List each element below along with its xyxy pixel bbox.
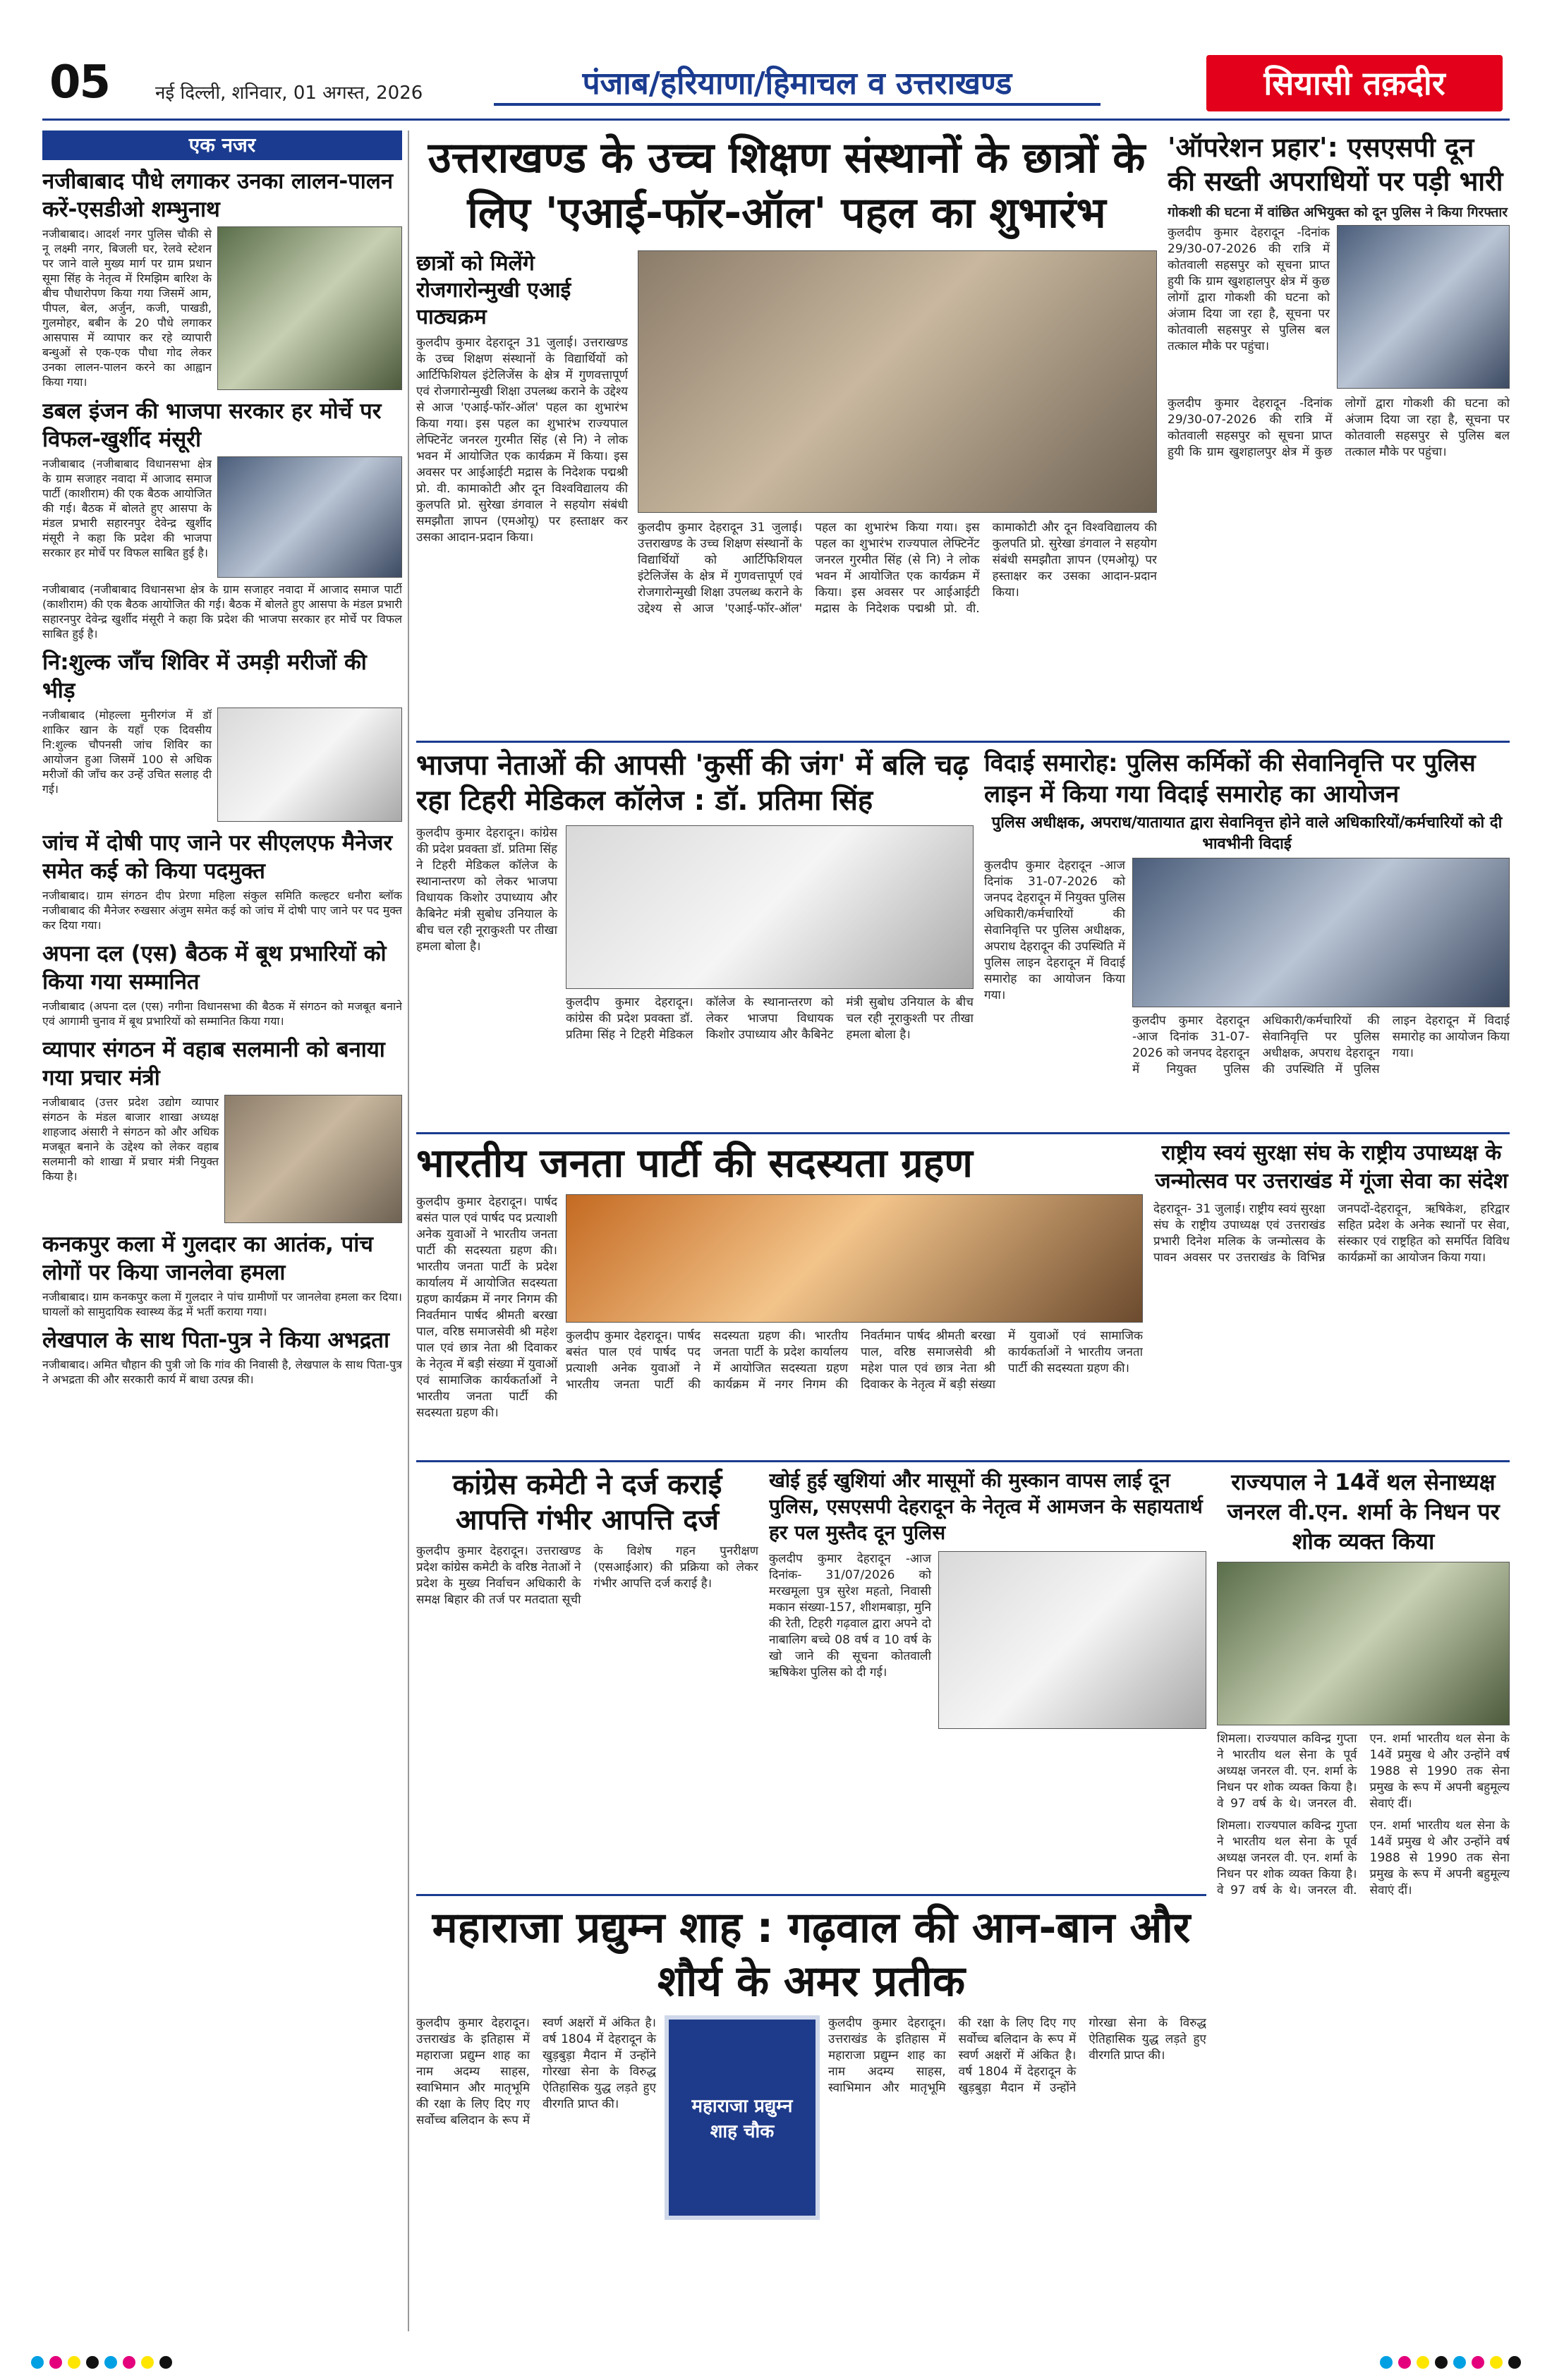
governor-photo <box>1217 1562 1510 1725</box>
print-registration-bar <box>0 2343 1552 2380</box>
color-swatch <box>1453 2356 1466 2369</box>
color-swatch <box>1398 2356 1411 2369</box>
rss-headline: राष्ट्रीय स्वयं सुरक्षा संघ के राष्ट्रीय उपाध्यक्ष के जन्मोत्सव पर उत्तराखंड में गूंजा सेवा का संदेश <box>1155 1141 1508 1194</box>
color-swatch <box>49 2356 62 2369</box>
color-swatch <box>68 2356 80 2369</box>
brief-7 <box>42 1230 402 1319</box>
maharaja-sign: महाराजा प्रद्युम्न शाह चौक <box>665 2015 820 2220</box>
lead-subhead: छात्रों को मिलेंगे रोजगारोन्मुखी एआई पाठ्यक्रम <box>416 251 571 329</box>
bjp-headline: भारतीय जनता पार्टी की सदस्यता ग्रहण <box>416 1141 973 1186</box>
color-swatch <box>86 2356 99 2369</box>
story-congress <box>416 1467 758 1890</box>
farewell-headline: विदाई समारोह: पुलिस कर्मिकों की सेवानिवृत्ति पर पुलिस लाइन में किया गया विदाई समारोह का आयोजन <box>984 749 1476 808</box>
brief-headline: नि:शुल्क जाँच शिविर में उमड़ी मरीजों की भीड़ <box>42 650 367 703</box>
brief-body-extra: नजीबाबाद (नजीबाबाद विधानसभा क्षेत्र के ग्राम सजाहर नवादा में आजाद समाज पार्टी (काशीराम) की एक बैठक आयोजित की गई। बैठक में बोलते हुए आसपा के मंडल प्रभारी सहारनपुर देवेन्द्र खुर्शीद मंसूरी ने कहा कि प्रदेश की भाजपा सरकार हर मोर्चे पर विफल साबित हुई है। <box>42 583 402 640</box>
color-swatch <box>141 2356 154 2369</box>
congress-body: कुलदीप कुमार देहरादून। उत्तराखण्ड प्रदेश कांग्रेस कमेटी के वरिष्ठ नेताओं ने प्रदेश के मुख्य निर्वाचन अधिकारी के समक्ष बिहार की तर्ज पर मतदाता सूची के विशेष गहन पुनरीक्षण (एसआईआर) की प्रक्रिया को लेकर गंभीर आपत्ति दर्ज कराई है। <box>416 1544 758 1607</box>
governor-body: शिमला। राज्यपाल कविन्द्र गुप्ता ने भारतीय थल सेना के पूर्व अध्यक्ष जनरल वी. एन. शर्मा के निधन पर शोक व्यक्त किया है। वे 97 वर्ष के थे। जनरल वी. एन. शर्मा भारतीय थल सेना के 14वें प्रमुख थे और उन्होंने वर्ष 1988 से 1990 तक सेना प्रमुख के रूप में अपनी बहुमूल्य सेवाएं दीं। <box>1217 1732 1510 1811</box>
maharaja-body-continued: कुलदीप कुमार देहरादून। उत्तराखंड के इतिहास में महाराजा प्रद्युम्न शाह का नाम अदम्य साहस, स्वाभिमान और मातृभूमि की रक्षा के लिए दिए गए सर्वोच्च बलिदान के रूप में स्वर्ण अक्षरों में अंकित है। वर्ष 1804 में देहरादून के खुड़बुड़ा मैदान में उन्होंने गोरखा सेना के विरुद्ध ऐतिहासिक युद्ध लड़ते हुए वीरगति प्राप्त की। <box>828 2016 1206 2095</box>
governor-headline: राज्यपाल ने 14वें थल सेनाध्यक्ष जनरल वी.एन. शर्मा के निधन पर शोक व्यक्त किया <box>1227 1469 1500 1555</box>
bjp-body: कुलदीप कुमार देहरादून। पार्षद बसंत पाल एवं पार्षद पद प्रत्याशी अनेक युवाओं ने भारतीय जनता पार्टी की सदस्यता ग्रहण की। भारतीय जनता पार्टी के प्रदेश कार्यालय में आयोजित सदस्यता ग्रहण कार्यक्रम में नगर निगम की निवर्तमान पार्षद श्रीमती बरखा पाल, वरिष्ठ समाजसेवी श्री महेश पाल एवं छात्र नेता श्री दिवाकर के नेतृत्व में बड़ी संख्या में युवाओं एवं सामाजिक कार्यकर्ताओं ने भारतीय जनता पार्टी की सदस्यता ग्रहण की। <box>416 1195 557 1420</box>
farewell-body-continued: कुलदीप कुमार देहरादून -आज दिनांक 31-07-2026 को जनपद देहरादून में नियुक्त पुलिस अधिकारी/कर्मचारियों की सेवानिवृत्ति पर पुलिस अधीक्षक, अपराध देहरादून की उपस्थिति में पुलिस लाइन देहरादून में विदाई समारोह का आयोजन किया गया। <box>1132 1014 1510 1076</box>
section-rule <box>416 741 1510 743</box>
top-rule <box>42 119 1510 121</box>
brief-8 <box>42 1326 402 1387</box>
brief-body: नजीबाबाद (उत्तर प्रदेश उद्योग व्यापार संगठन के मंडल बाजार शाखा अध्यक्ष शाहजाद अंसारी ने संगठन को और अधिक मजबूत बनाने के उद्देश्य को लेकर वहाब सलमानी को शाखा में प्रचार मंत्री नियुक्त किया है। <box>42 1095 219 1183</box>
color-swatch <box>104 2356 117 2369</box>
brief-body: नजीबाबाद (अपना दल (एस) नगीना विधानसभा की बैठक में संगठन को मजबूत बनाने एवं आगामी चुनाव में बूथ प्रभारियों को सम्मानित किया गया। <box>42 1000 402 1028</box>
brief-photo <box>217 456 402 578</box>
maharaja-headline: महाराजा प्रद्युम्न शाह : गढ़वाल की आन-बान और शौर्य के अमर प्रतीक <box>432 1903 1191 2006</box>
brief-body: नजीबाबाद। ग्राम कनकपुर कला में गुलदार ने पांच ग्रामीणों पर जानलेवा हमला कर दिया। घायलों को सामुदायिक स्वास्थ्य केंद्र में भर्ती कराया गया। <box>42 1290 402 1318</box>
lead-headline: उत्तराखण्ड के उच्च शिक्षण संस्थानों के छात्रों के लिए 'एआई-फॉर-ऑल' पहल का शुभारंभ <box>428 133 1146 238</box>
brief-body: नजीबाबाद (नजीबाबाद विधानसभा क्षेत्र के ग्राम सजाहर नवादा में आजाद समाज पार्टी (काशीराम) की एक बैठक आयोजित की गई। बैठक में बोलते हुए आसपा के मंडल प्रभारी सहारनपुर देवेन्द्र खुर्शीद मंसूरी ने कहा कि प्रदेश की भाजपा सरकार हर मोर्चे पर विफल साबित हुई है। <box>42 457 212 559</box>
medical-photo <box>566 825 974 989</box>
section-rule <box>416 1132 1510 1134</box>
police-body: कुलदीप कुमार देहरादून -आज दिनांक- 31/07/2026 को मरखमूला पुत्र सुरेश महतो, निवासी मकान संख्या-157, शीशमबाड़ा, मुनि की रेती, टिहरी गढ़वाल द्वारा अपने दो नाबालिग बच्चे 08 वर्ष व 10 वर्ष के खो जाने की सूचना कोतवाली ऋषिकेश पुलिस को दी गई। <box>769 1552 931 1680</box>
farewell-body: कुलदीप कुमार देहरादून -आज दिनांक 31-07-2026 को जनपद देहरादून में नियुक्त पुलिस अधिकारी/कर्मचारियों की सेवानिवृत्ति पर पुलिस अधीक्षक, अपराध देहरादून की उपस्थिति में पुलिस लाइन देहरादून में विदाई समारोह का आयोजन किया गया। <box>984 858 1125 1002</box>
brief-photo <box>217 226 402 390</box>
brief-body: नजीबाबाद। अमित चौहान की पुत्री जो कि गांव की निवासी है, लेखपाल के साथ पिता-पुत्र ने अभद्रता की और सरकारी कार्य में बाधा उत्पन्न की। <box>42 1358 402 1386</box>
story-maharaja <box>416 1901 1206 2331</box>
medical-headline: भाजपा नेताओं की आपसी 'कुर्सी की जंग' में बलि चढ़ रहा टिहरी मेडिकल कॉलेज : डॉ. प्रतिमा सिंह <box>416 749 969 817</box>
brief-photo <box>217 708 402 822</box>
farewell-photo <box>1132 858 1510 1007</box>
side-headline: 'ऑपरेशन प्रहार': एसएसपी दून की सख्ती अपराधियों पर पड़ी भारी <box>1168 132 1503 197</box>
police-photo <box>938 1551 1206 1729</box>
story-medical-college <box>416 748 974 1129</box>
page-number: 05 <box>49 56 110 109</box>
color-swatch <box>1435 2356 1448 2369</box>
governor-body-continued: शिमला। राज्यपाल कविन्द्र गुप्ता ने भारतीय थल सेना के पूर्व अध्यक्ष जनरल वी. एन. शर्मा के निधन पर शोक व्यक्त किया है। वे 97 वर्ष के थे। जनरल वी. एन. शर्मा भारतीय थल सेना के 14वें प्रमुख थे और उन्होंने वर्ष 1988 से 1990 तक सेना प्रमुख के रूप में अपनी बहुमूल्य सेवाएं दीं। <box>1217 1819 1510 1898</box>
brief-4 <box>42 829 402 933</box>
lead-photo <box>638 250 1157 513</box>
story-bjp <box>416 1139 1143 1457</box>
lead-body-continued: कुलदीप कुमार देहरादून 31 जुलाई। उत्तराखण्ड के उच्च शिक्षण संस्थानों के विद्यार्थियों को आर्टिफिशियल इंटेलिजेंस के क्षेत्र में गुणवत्तापूर्ण एवं रोजगारोन्मुखी शिक्षा उपलब्ध कराने के उद्देश्य से आज 'एआई-फॉर-ऑल' पहल का शुभारंभ किया गया। इस पहल का शुभारंभ राज्यपाल लेफ्टिनेंट जनरल गुरमीत सिंह (से नि) ने लोक भवन में आयोजित एक कार्यक्रम में किया। इस अवसर पर आईआईटी मद्रास के निदेशक पद्मश्री प्रो. वी. कामाकोटी और दून विश्वविद्यालय की कुलपति प्रो. सुरेखा डंगवाल ने सहयोग संबंधी समझौता ज्ञापन (एमओयू) पर हस्ताक्षर कर उसका आदान-प्रदान किया। <box>638 521 1157 616</box>
farewell-subhead: पुलिस अधीक्षक, अपराध/यातायात द्वारा सेवानिवृत्त होने वाले अधिकारियों/कर्मचारियों को दी भावभीनी विदाई <box>991 814 1503 853</box>
bjp-photo <box>566 1194 1143 1323</box>
side-story-operation <box>1168 130 1510 737</box>
region-underline <box>494 103 1101 106</box>
color-swatch <box>1508 2356 1521 2369</box>
column-divider <box>408 130 409 2331</box>
date-line: नई दिल्ली, शनिवार, 01 अगस्त, 2026 <box>155 83 423 104</box>
color-swatch <box>1472 2356 1484 2369</box>
brief-headline: डबल इंजन की भाजपा सरकार हर मोर्चे पर विफल-खुर्शीद मंसूरी <box>42 399 382 452</box>
brief-body: नजीबाबाद। आदर्श नगर पुलिस चौकी से नू लक्ष्मी नगर, बिजली घर, रेलवे स्टेशन पर जाने वाले मुख्य मार्ग पर ग्राम प्रधान सूमा सिंह के नेतृत्व में रिमझिम बारिश के बीच पौधारोपण किया गया जिसमें आम, पीपल, बेल, अर्जुन, कजी, पाखडी, गुलमोहर, बबीन के 20 पौधे लगाकर आसपास में व्यापार कर रहे व्यापारी बन्धुओं से एक-एक पौधा गोद लेकर उनका लालन-पालन करने का आह्वान किया गया। <box>42 227 212 389</box>
story-farewell <box>984 748 1510 1129</box>
section-rule <box>416 1894 1206 1896</box>
brief-1 <box>42 167 402 390</box>
region-title: पंजाब/हरियाणा/हिमाचल व उत्तराखण्ड <box>582 66 1012 102</box>
lead-story <box>416 130 1157 737</box>
side-photo <box>1337 225 1510 389</box>
side-subhead: गोकशी की घटना में वांछित अभियुक्त को दून पुलिस ने किया गिरफ्तार <box>1168 205 1508 220</box>
side-body: कुलदीप कुमार देहरादून -दिनांक 29/30-07-2026 की रात्रि में कोतवाली सहसपुर को सूचना प्राप्त हुयी कि ग्राम खुशहालपुर क्षेत्र में कुछ लोगों द्वारा गोकशी की घटना को अंजाम दिया जा रहा है, सूचना पर कोतवाली सहसपुर से पुलिस बल तत्काल मौके पर पहुंचा। <box>1168 226 1330 353</box>
brief-2 <box>42 397 402 641</box>
brief-body: नजीबाबाद। ग्राम संगठन दीप प्रेरणा महिला संकुल समिति कल्हटर धनौरा ब्लॉक नजीबाबाद की मैनेजर रुखसार अंजुम समेत कई को जांच में दोषी पाए जाने पर पद मुक्त कर दिया गया। <box>42 889 402 932</box>
color-swatch <box>123 2356 135 2369</box>
story-police <box>769 1467 1206 1890</box>
color-swatch <box>159 2356 172 2369</box>
section-label: एक नजर <box>42 130 402 160</box>
brief-headline: अपना दल (एस) बैठक में बूथ प्रभारियों को किया गया सम्मानित <box>42 941 387 995</box>
story-governor <box>1217 1467 1510 2328</box>
color-swatch <box>1417 2356 1429 2369</box>
maharaja-body: कुलदीप कुमार देहरादून। उत्तराखंड के इतिहास में महाराजा प्रद्युम्न शाह का नाम अदम्य साहस, स्वाभिमान और मातृभूमि की रक्षा के लिए दिए गए सर्वोच्च बलिदान के रूप में स्वर्ण अक्षरों में अंकित है। वर्ष 1804 में देहरादून के खुड़बुड़ा मैदान में उन्होंने गोरखा सेना के विरुद्ध ऐतिहासिक युद्ध लड़ते हुए वीरगति प्राप्त की। <box>416 2016 656 2127</box>
brief-body: नजीबाबाद (मोहल्ला मुनीरगंज में डॉ शाकिर खान के यहाँ एक दिवसीय नि:शुल्क चौपनसी जांच शिविर का आयोजन हुआ जिसमें 100 से अधिक मरीजों की जाँच कर उन्हें उचित सलाह दी गई। <box>42 708 212 796</box>
color-swatches <box>1377 2355 1524 2369</box>
side-body-continued: कुलदीप कुमार देहरादून -दिनांक 29/30-07-2026 की रात्रि में कोतवाली सहसपुर को सूचना प्राप्त हुयी कि ग्राम खुशहालपुर क्षेत्र में कुछ लोगों द्वारा गोकशी की घटना को अंजाम दिया जा रहा है, सूचना पर कोतवाली सहसपुर से पुलिस बल तत्काल मौके पर पहुंचा। <box>1168 396 1510 459</box>
left-column <box>42 130 402 2285</box>
brief-headline: व्यापार संगठन में वहाब सलमानी को बनाया गया प्रचार मंत्री <box>42 1037 385 1091</box>
lead-body: कुलदीप कुमार देहरादून 31 जुलाई। उत्तराखण्ड के उच्च शिक्षण संस्थानों के विद्यार्थियों को आर्टिफिशियल इंटेलिजेंस के क्षेत्र में गुणवत्तापूर्ण एवं रोजगारोन्मुखी शिक्षा उपलब्ध कराने के उद्देश्य से आज 'एआई-फॉर-ऑल' पहल का शुभारंभ किया गया। इस पहल का शुभारंभ राज्यपाल लेफ्टिनेंट जनरल गुरमीत सिंह (से नि) ने लोक भवन में आयोजित एक कार्यक्रम में किया। इस अवसर पर आईआईटी मद्रास के निदेशक पद्मश्री प्रो. वी. कामाकोटी और दून विश्वविद्यालय की कुलपति प्रो. सुरेखा डंगवाल ने सहयोग संबंधी समझौता ज्ञापन (एमओयू) पर हस्ताक्षर कर उसका आदान-प्रदान किया। <box>416 336 628 545</box>
color-swatch <box>31 2356 44 2369</box>
brief-6 <box>42 1036 402 1223</box>
brief-3 <box>42 648 402 822</box>
color-swatch <box>1490 2356 1503 2369</box>
story-rss <box>1153 1139 1510 1457</box>
medical-body-continued: कुलदीप कुमार देहरादून। कांग्रेस की प्रदेश प्रवक्ता डॉ. प्रतिमा सिंह ने टिहरी मेडिकल कॉलेज के स्थानान्तरण को लेकर भाजपा विधायक किशोर उपाध्याय और कैबिनेट मंत्री सुबोध उनियाल के बीच चल रही नूराकुश्ती पर तीखा हमला बोला है। <box>566 995 974 1042</box>
police-headline: खोई हुई खुशियां और मासूमों की मुस्कान वापस लाई दून पुलिस, एसएसपी देहरादून के नेतृत्व में आमजन के सहायतार्थ हर पल मुस्तैद दून पुलिस <box>769 1469 1203 1544</box>
brief-headline: कनकपुर कला में गुलदार का आतंक, पांच लोगों पर किया जानलेवा हमला <box>42 1232 373 1285</box>
brief-photo <box>224 1095 402 1223</box>
bjp-body-continued: कुलदीप कुमार देहरादून। पार्षद बसंत पाल एवं पार्षद पद प्रत्याशी अनेक युवाओं ने भारतीय जनता पार्टी की सदस्यता ग्रहण की। भारतीय जनता पार्टी के प्रदेश कार्यालय में आयोजित सदस्यता ग्रहण कार्यक्रम में नगर निगम की निवर्तमान पार्षद श्रीमती बरखा पाल, वरिष्ठ समाजसेवी श्री महेश पाल एवं छात्र नेता श्री दिवाकर के नेतृत्व में बड़ी संख्या में युवाओं एवं सामाजिक कार्यकर्ताओं ने भारतीय जनता पार्टी की सदस्यता ग्रहण की। <box>566 1329 1143 1392</box>
brand-title: सियासी तक़दीर <box>1206 55 1503 111</box>
brief-headline: जांच में दोषी पाए जाने पर सीएलएफ मैनेजर समेत कई को किया पदमुक्त <box>42 830 393 884</box>
masthead <box>42 55 1510 117</box>
rss-body: देहरादून- 31 जुलाई। राष्ट्रीय स्वयं सुरक्षा संघ के राष्ट्रीय उपाध्यक्ष एवं उत्तराखंड प्रभारी दिनेश मलिक के जन्मोत्सव के पावन अवसर पर उत्तराखंड के विभिन्न जनपदों-देहरादून, ऋषिकेश, हरिद्वार सहित प्रदेश के अनेक स्थानों पर सेवा, संस्कार एवं राष्ट्रहित को समर्पित विविध कार्यक्रमों का आयोजन किया गया। <box>1153 1202 1510 1265</box>
medical-body: कुलदीप कुमार देहरादून। कांग्रेस की प्रदेश प्रवक्ता डॉ. प्रतिमा सिंह ने टिहरी मेडिकल कॉलेज के स्थानान्तरण को लेकर भाजपा विधायक किशोर उपाध्याय और कैबिनेट मंत्री सुबोध उनियाल के बीच चल रही नूराकुश्ती पर तीखा हमला बोला है। <box>416 826 557 954</box>
brief-headline: नजीबाबाद पौधे लगाकर उनका लालन-पालन करें-एसडीओ शम्भुनाथ <box>42 169 394 222</box>
color-swatches <box>28 2355 175 2369</box>
color-swatch <box>1380 2356 1393 2369</box>
congress-headline: कांग्रेस कमेटी ने दर्ज कराई आपत्ति गंभीर आपत्ति दर्ज <box>452 1469 722 1536</box>
brief-5 <box>42 940 402 1028</box>
section-rule <box>416 1460 1510 1462</box>
brief-headline: लेखपाल के साथ पिता-पुत्र ने किया अभद्रता <box>42 1328 389 1353</box>
